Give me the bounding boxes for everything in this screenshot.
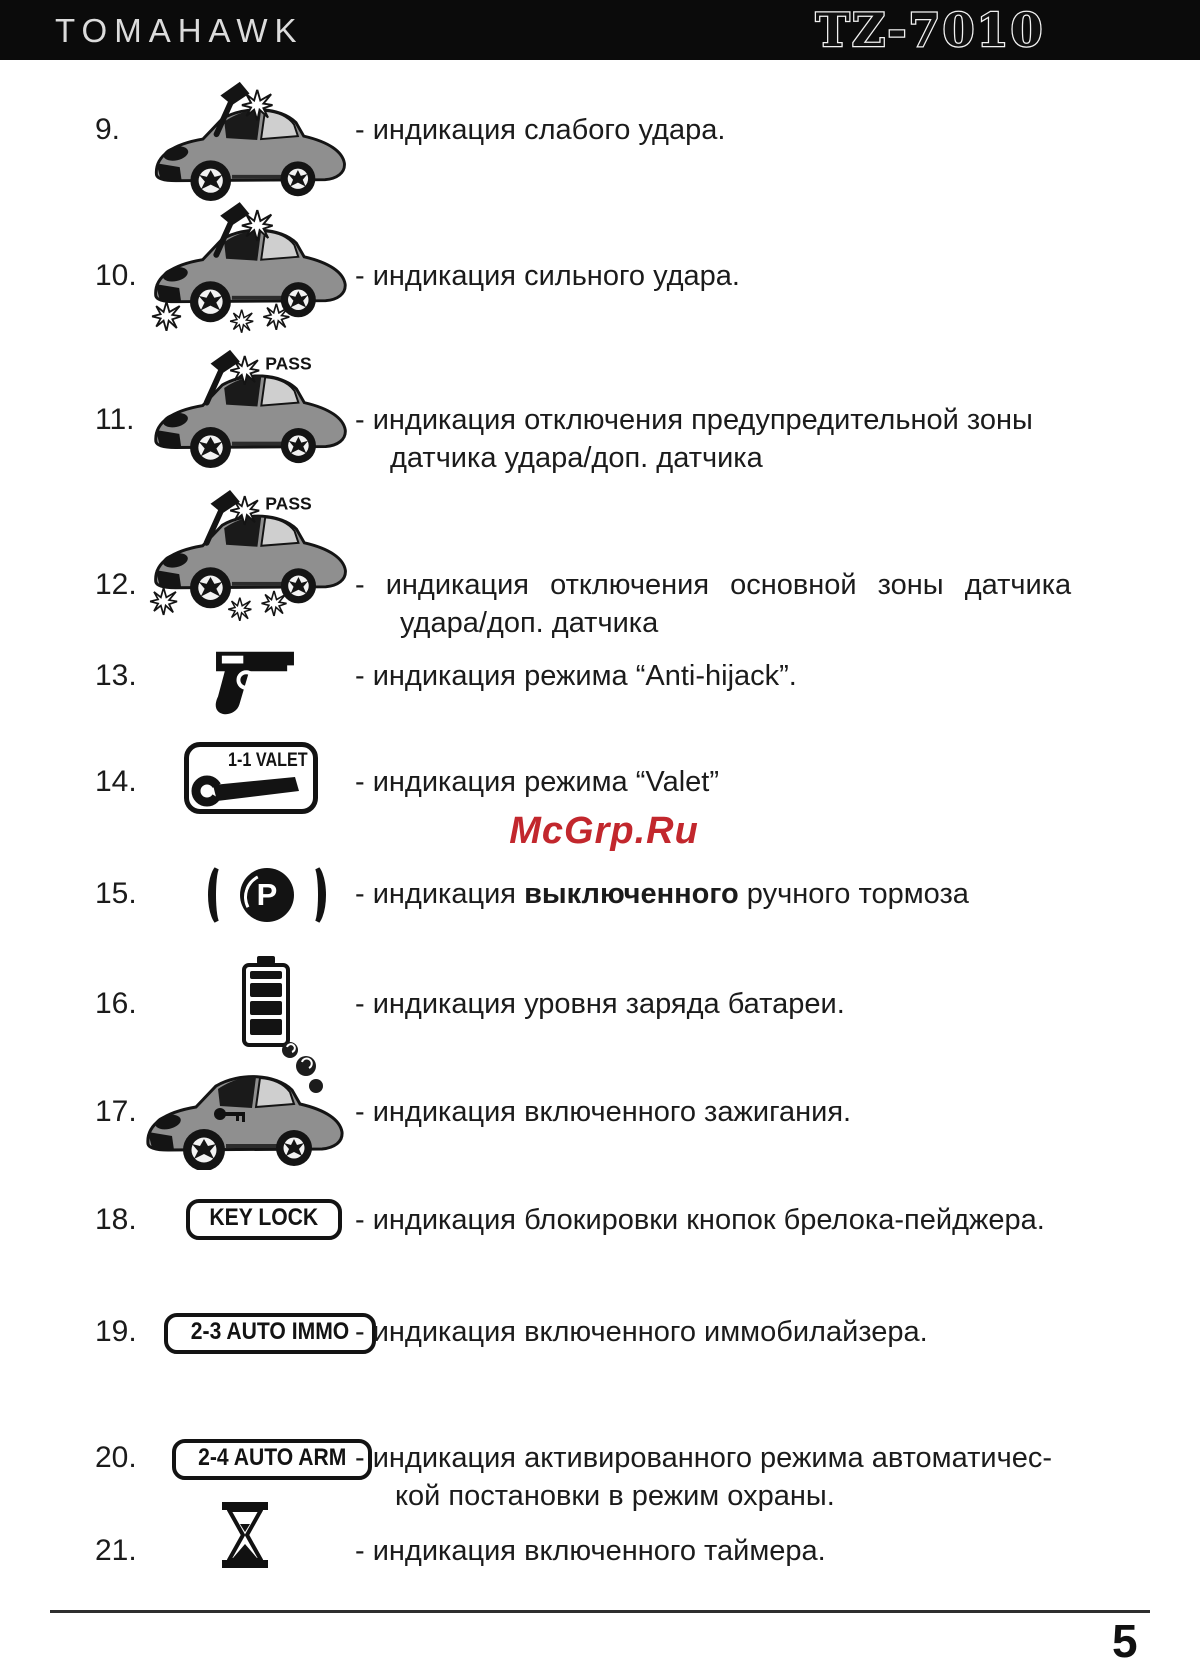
valet-badge-label: 1-1 VALET — [228, 750, 308, 771]
item-text: удара/доп. датчика — [400, 607, 659, 639]
item-number: 9. — [95, 113, 121, 146]
item-number: 16. — [95, 987, 137, 1020]
item-number: 17. — [95, 1095, 137, 1128]
item-number: 21. — [95, 1534, 137, 1567]
item-text: - индикация слабого удара. — [355, 114, 726, 146]
badge-label: KEY LOCK — [209, 1204, 319, 1231]
item-text: - индикация отключения основной зоны датчика — [355, 569, 1072, 601]
model-number: TZ-7010 — [815, 3, 1045, 57]
item-number: 18. — [95, 1203, 137, 1236]
item-text: - индикация отключения предупредительной зоны — [355, 404, 1033, 436]
right-paren-arc — [302, 864, 326, 926]
item-number: 20. — [95, 1441, 137, 1474]
item-number: 14. — [95, 765, 137, 798]
badge-label: 2-4 AUTO ARM — [198, 1444, 347, 1471]
badge-label: 2-3 AUTO IMMO — [190, 1318, 350, 1345]
model-number-art — [800, 2, 1060, 58]
item-text: датчика удара/доп. датчика — [390, 442, 763, 474]
hourglass-icon — [220, 1502, 270, 1573]
parking-brake-icon — [208, 864, 326, 926]
item-text: кой постановки в режим охраны. — [395, 1480, 835, 1512]
item-text: - индикация сильного удара. — [355, 260, 740, 292]
car-pass-main-zone-icon — [146, 488, 361, 630]
wrench-icon — [191, 769, 305, 807]
item-text: - индикация включенного зажигания. — [355, 1096, 852, 1128]
item-text: - индикация активированного режима автоматичес- — [355, 1442, 1052, 1474]
auto-arm-badge — [172, 1439, 372, 1480]
item-text: - индикация включенного иммобилайзера. — [355, 1316, 928, 1348]
header-bar — [0, 0, 1200, 60]
item-number: 10. — [95, 259, 137, 292]
key-lock-badge — [186, 1199, 342, 1240]
item-number: 12. — [95, 568, 137, 601]
item-number: 11. — [95, 403, 135, 436]
item-text: - индикация блокировки кнопок брелока-пейджера. — [355, 1204, 1045, 1236]
footer-divider — [50, 1610, 1150, 1613]
parking-letter: P — [256, 877, 278, 912]
battery-icon — [242, 963, 290, 1047]
watermark: McGrp.Ru — [509, 810, 699, 852]
left-paren-arc — [208, 864, 232, 926]
item-text: - индикация уровня заряда батареи. — [355, 988, 845, 1020]
valet-wrench-icon — [184, 742, 318, 814]
brand-logo: TOMAHAWK — [55, 12, 304, 49]
item-number: 19. — [95, 1315, 137, 1348]
auto-immo-badge — [164, 1313, 376, 1354]
car-ignition-icon — [138, 1038, 353, 1175]
item-number: 13. — [95, 659, 137, 692]
pistol-icon — [205, 644, 305, 725]
item-text: - индикация режима “Anti-hijack”. — [355, 660, 797, 692]
item-text: - индикация режима “Valet” — [355, 766, 719, 798]
item-number: 15. — [95, 877, 137, 910]
item-text: - индикация выключенного ручного тормоза — [355, 878, 969, 910]
car-weak-impact-icon — [146, 78, 351, 207]
page-number: 5 — [1112, 1615, 1138, 1667]
car-strong-impact-icon — [146, 200, 351, 342]
item-text: - индикация включенного таймера. — [355, 1535, 826, 1567]
car-pass-warning-zone-icon — [146, 346, 361, 474]
pass-label: PASS — [265, 493, 312, 514]
pass-label: PASS — [265, 353, 312, 374]
